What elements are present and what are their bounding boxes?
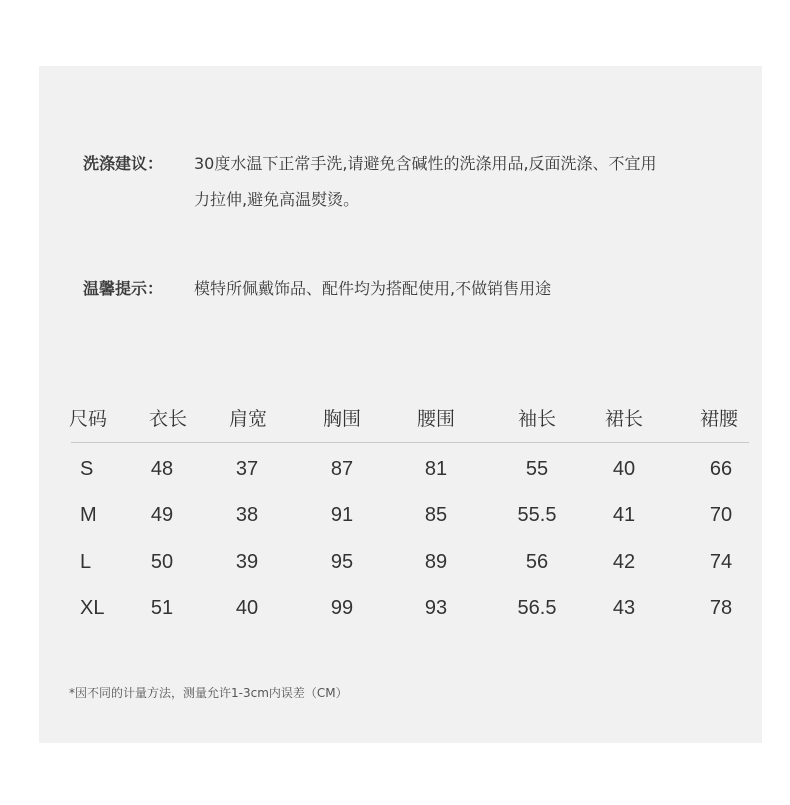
cell-shoulder: 40 <box>235 597 259 619</box>
cell-sleeve: 55 <box>525 458 549 480</box>
cell-shoulder: 37 <box>235 458 259 480</box>
size-table <box>39 66 762 743</box>
cell-waist: 85 <box>424 504 448 526</box>
cell-sleeve: 56 <box>525 551 549 573</box>
cell-waist: 89 <box>424 551 448 573</box>
cell-skirt-length: 40 <box>612 458 636 480</box>
header-length: 衣长 <box>148 408 188 430</box>
cell-length: 51 <box>150 597 174 619</box>
cell-waist: 81 <box>424 458 448 480</box>
cell-sleeve: 55.5 <box>517 504 557 526</box>
cell-skirt-length: 43 <box>612 597 636 619</box>
tip-text: 模特所佩戴饰品、配件均为搭配使用,不做销售用途 <box>194 279 552 298</box>
cell-length: 48 <box>150 458 174 480</box>
cell-size: XL <box>80 597 105 619</box>
cell-waist: 93 <box>424 597 448 619</box>
cell-sleeve: 56.5 <box>517 597 557 619</box>
cell-length: 49 <box>150 504 174 526</box>
header-skirt-length: 裙长 <box>604 408 644 430</box>
cell-bust: 99 <box>330 597 354 619</box>
wash-text-line-1: 30度水温下正常手洗,请避免含碱性的洗涤用品,反面洗涤、不宜用 <box>194 154 657 173</box>
measurement-note: *因不同的计量方法，测量允许1-3cm内误差（CM） <box>69 686 348 700</box>
wash-label: 洗涤建议： <box>83 154 164 173</box>
cell-skirt-waist: 78 <box>709 597 733 619</box>
cell-size: S <box>80 458 94 480</box>
cell-size: L <box>80 551 92 573</box>
cell-length: 50 <box>150 551 174 573</box>
care-info-panel <box>39 66 762 743</box>
cell-skirt-waist: 66 <box>709 458 733 480</box>
header-bust: 胸围 <box>322 408 362 430</box>
wash-text-line-2: 力拉伸,避免高温熨烫。 <box>194 190 360 209</box>
cell-bust: 91 <box>330 504 354 526</box>
header-sleeve: 袖长 <box>517 408 557 430</box>
cell-bust: 87 <box>330 458 354 480</box>
header-shoulder: 肩宽 <box>228 408 268 430</box>
tip-label: 温馨提示： <box>83 279 164 298</box>
cell-shoulder: 39 <box>235 551 259 573</box>
cell-skirt-waist: 70 <box>709 504 733 526</box>
header-divider <box>71 442 749 443</box>
header-size: 尺码 <box>69 408 108 430</box>
cell-shoulder: 38 <box>235 504 259 526</box>
cell-skirt-length: 41 <box>612 504 636 526</box>
cell-skirt-waist: 74 <box>709 551 733 573</box>
cell-skirt-length: 42 <box>612 551 636 573</box>
cell-bust: 95 <box>330 551 354 573</box>
header-waist: 腰围 <box>416 408 456 430</box>
header-skirt-waist: 裙腰 <box>699 408 739 430</box>
cell-size: M <box>80 504 97 526</box>
